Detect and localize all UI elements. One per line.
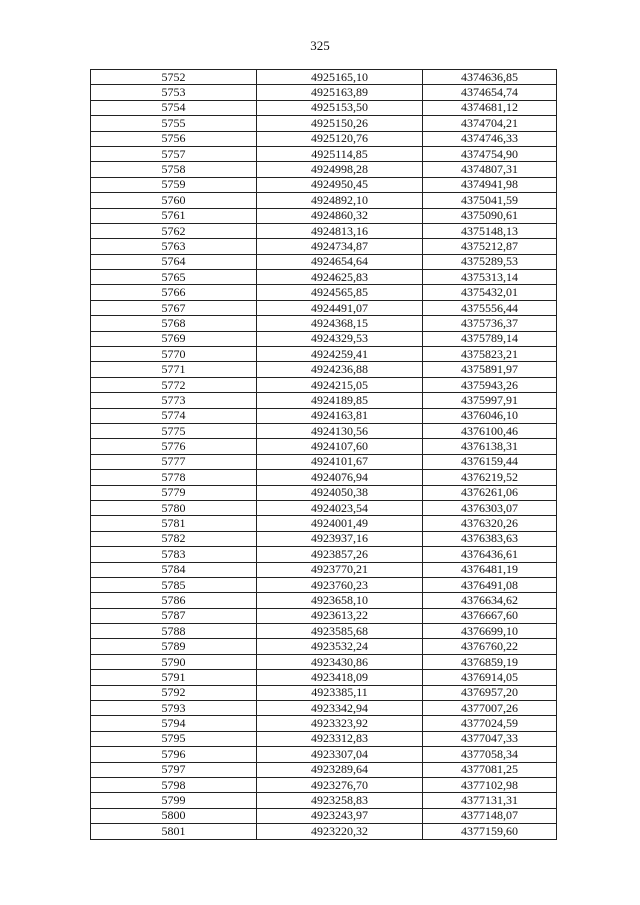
point-number-cell: 5764 (91, 254, 257, 269)
point-number-cell: 5796 (91, 747, 257, 762)
y-coordinate-cell: 4374941,98 (423, 177, 557, 192)
y-coordinate-cell: 4374681,12 (423, 100, 557, 115)
point-number-cell: 5788 (91, 624, 257, 639)
x-coordinate-cell: 4924368,15 (257, 316, 423, 331)
y-coordinate-cell: 4375041,59 (423, 193, 557, 208)
point-number-cell: 5782 (91, 531, 257, 546)
y-coordinate-cell: 4374704,21 (423, 116, 557, 131)
point-number-cell: 5797 (91, 762, 257, 777)
point-number-cell: 5757 (91, 146, 257, 161)
x-coordinate-cell: 4924101,67 (257, 454, 423, 469)
point-number-cell: 5793 (91, 701, 257, 716)
point-number-cell: 5758 (91, 162, 257, 177)
point-number-cell: 5760 (91, 193, 257, 208)
x-coordinate-cell: 4923289,64 (257, 762, 423, 777)
x-coordinate-cell: 4924329,53 (257, 331, 423, 346)
y-coordinate-cell: 4377131,31 (423, 793, 557, 808)
table-row (91, 608, 557, 623)
x-coordinate-cell: 4924813,16 (257, 223, 423, 238)
y-coordinate-cell: 4375891,97 (423, 362, 557, 377)
point-number-cell: 5776 (91, 439, 257, 454)
table-row (91, 485, 557, 500)
table-row (91, 131, 557, 146)
point-number-cell: 5754 (91, 100, 257, 115)
x-coordinate-cell: 4923258,83 (257, 793, 423, 808)
x-coordinate-cell: 4924625,83 (257, 270, 423, 285)
y-coordinate-cell: 4377081,25 (423, 762, 557, 777)
point-number-cell: 5798 (91, 777, 257, 792)
point-number-cell: 5763 (91, 239, 257, 254)
table-row (91, 223, 557, 238)
x-coordinate-cell: 4924860,32 (257, 208, 423, 223)
point-number-cell: 5777 (91, 454, 257, 469)
point-number-cell: 5771 (91, 362, 257, 377)
x-coordinate-cell: 4923307,04 (257, 747, 423, 762)
y-coordinate-cell: 4375313,14 (423, 270, 557, 285)
x-coordinate-cell: 4925165,10 (257, 70, 423, 85)
point-number-cell: 5801 (91, 824, 257, 839)
x-coordinate-cell: 4924259,41 (257, 347, 423, 362)
x-coordinate-cell: 4924565,85 (257, 285, 423, 300)
table-row (91, 701, 557, 716)
point-number-cell: 5770 (91, 347, 257, 362)
point-number-cell: 5774 (91, 408, 257, 423)
y-coordinate-cell: 4376481,19 (423, 562, 557, 577)
point-number-cell: 5778 (91, 470, 257, 485)
x-coordinate-cell: 4925114,85 (257, 146, 423, 161)
point-number-cell: 5762 (91, 223, 257, 238)
y-coordinate-cell: 4375823,21 (423, 347, 557, 362)
y-coordinate-cell: 4376914,05 (423, 670, 557, 685)
table-row (91, 516, 557, 531)
x-coordinate-cell: 4924236,88 (257, 362, 423, 377)
point-number-cell: 5761 (91, 208, 257, 223)
x-coordinate-cell: 4924215,05 (257, 377, 423, 392)
y-coordinate-cell: 4376138,31 (423, 439, 557, 454)
table-row (91, 239, 557, 254)
x-coordinate-cell: 4923532,24 (257, 639, 423, 654)
table-row (91, 177, 557, 192)
x-coordinate-cell: 4923312,83 (257, 731, 423, 746)
x-coordinate-cell: 4923658,10 (257, 593, 423, 608)
table-row (91, 347, 557, 362)
point-number-cell: 5779 (91, 485, 257, 500)
table-row (91, 562, 557, 577)
x-coordinate-cell: 4923323,92 (257, 716, 423, 731)
y-coordinate-cell: 4376219,52 (423, 470, 557, 485)
y-coordinate-cell: 4376100,46 (423, 423, 557, 438)
x-coordinate-cell: 4923385,11 (257, 685, 423, 700)
x-coordinate-cell: 4925150,26 (257, 116, 423, 131)
y-coordinate-cell: 4374746,33 (423, 131, 557, 146)
y-coordinate-cell: 4374754,90 (423, 146, 557, 161)
table-row (91, 439, 557, 454)
table-row (91, 454, 557, 469)
table-row (91, 423, 557, 438)
y-coordinate-cell: 4375090,61 (423, 208, 557, 223)
point-number-cell: 5780 (91, 500, 257, 515)
y-coordinate-cell: 4376859,19 (423, 654, 557, 669)
x-coordinate-cell: 4923760,23 (257, 577, 423, 592)
x-coordinate-cell: 4924189,85 (257, 393, 423, 408)
y-coordinate-cell: 4376320,26 (423, 516, 557, 531)
y-coordinate-cell: 4375556,44 (423, 300, 557, 315)
point-number-cell: 5781 (91, 516, 257, 531)
y-coordinate-cell: 4377047,33 (423, 731, 557, 746)
table-row (91, 146, 557, 161)
point-number-cell: 5789 (91, 639, 257, 654)
y-coordinate-cell: 4376957,20 (423, 685, 557, 700)
table-row (91, 531, 557, 546)
point-number-cell: 5783 (91, 547, 257, 562)
x-coordinate-cell: 4923243,97 (257, 808, 423, 823)
x-coordinate-cell: 4923857,26 (257, 547, 423, 562)
table-row (91, 762, 557, 777)
point-number-cell: 5794 (91, 716, 257, 731)
x-coordinate-cell: 4924050,38 (257, 485, 423, 500)
coordinates-table-body (91, 70, 557, 840)
table-row (91, 208, 557, 223)
x-coordinate-cell: 4923770,21 (257, 562, 423, 577)
y-coordinate-cell: 4377159,60 (423, 824, 557, 839)
y-coordinate-cell: 4377102,98 (423, 777, 557, 792)
x-coordinate-cell: 4923585,68 (257, 624, 423, 639)
y-coordinate-cell: 4376760,22 (423, 639, 557, 654)
point-number-cell: 5756 (91, 131, 257, 146)
point-number-cell: 5759 (91, 177, 257, 192)
y-coordinate-cell: 4376699,10 (423, 624, 557, 639)
point-number-cell: 5767 (91, 300, 257, 315)
table-row (91, 624, 557, 639)
y-coordinate-cell: 4376667,60 (423, 608, 557, 623)
table-row (91, 824, 557, 839)
table-row (91, 85, 557, 100)
table-row (91, 254, 557, 269)
x-coordinate-cell: 4924107,60 (257, 439, 423, 454)
y-coordinate-cell: 4377007,26 (423, 701, 557, 716)
point-number-cell: 5765 (91, 270, 257, 285)
x-coordinate-cell: 4925153,50 (257, 100, 423, 115)
table-row (91, 162, 557, 177)
y-coordinate-cell: 4377058,34 (423, 747, 557, 762)
point-number-cell: 5786 (91, 593, 257, 608)
table-row (91, 500, 557, 515)
point-number-cell: 5752 (91, 70, 257, 85)
x-coordinate-cell: 4923276,70 (257, 777, 423, 792)
y-coordinate-cell: 4375943,26 (423, 377, 557, 392)
x-coordinate-cell: 4924163,81 (257, 408, 423, 423)
point-number-cell: 5787 (91, 608, 257, 623)
y-coordinate-cell: 4375432,01 (423, 285, 557, 300)
x-coordinate-cell: 4923613,22 (257, 608, 423, 623)
y-coordinate-cell: 4376383,63 (423, 531, 557, 546)
point-number-cell: 5790 (91, 654, 257, 669)
point-number-cell: 5753 (91, 85, 257, 100)
y-coordinate-cell: 4375148,13 (423, 223, 557, 238)
y-coordinate-cell: 4376436,61 (423, 547, 557, 562)
point-number-cell: 5772 (91, 377, 257, 392)
table-row (91, 100, 557, 115)
point-number-cell: 5800 (91, 808, 257, 823)
table-row (91, 547, 557, 562)
y-coordinate-cell: 4376634,62 (423, 593, 557, 608)
point-number-cell: 5799 (91, 793, 257, 808)
table-row (91, 70, 557, 85)
page-number: 325 (310, 38, 330, 53)
table-row (91, 285, 557, 300)
table-row (91, 670, 557, 685)
y-coordinate-cell: 4375997,91 (423, 393, 557, 408)
x-coordinate-cell: 4924734,87 (257, 239, 423, 254)
point-number-cell: 5785 (91, 577, 257, 592)
x-coordinate-cell: 4924130,56 (257, 423, 423, 438)
table-row (91, 116, 557, 131)
table-row (91, 193, 557, 208)
point-number-cell: 5775 (91, 423, 257, 438)
y-coordinate-cell: 4375789,14 (423, 331, 557, 346)
x-coordinate-cell: 4923418,09 (257, 670, 423, 685)
table-row (91, 639, 557, 654)
y-coordinate-cell: 4377148,07 (423, 808, 557, 823)
point-number-cell: 5784 (91, 562, 257, 577)
table-row (91, 593, 557, 608)
x-coordinate-cell: 4923220,32 (257, 824, 423, 839)
y-coordinate-cell: 4375212,87 (423, 239, 557, 254)
x-coordinate-cell: 4925120,76 (257, 131, 423, 146)
table-row (91, 747, 557, 762)
x-coordinate-cell: 4924950,45 (257, 177, 423, 192)
table-row (91, 300, 557, 315)
point-number-cell: 5769 (91, 331, 257, 346)
x-coordinate-cell: 4924023,54 (257, 500, 423, 515)
x-coordinate-cell: 4923937,16 (257, 531, 423, 546)
table-row (91, 393, 557, 408)
y-coordinate-cell: 4374654,74 (423, 85, 557, 100)
table-row (91, 331, 557, 346)
table-row (91, 685, 557, 700)
x-coordinate-cell: 4925163,89 (257, 85, 423, 100)
table-row (91, 408, 557, 423)
table-row (91, 377, 557, 392)
x-coordinate-cell: 4924998,28 (257, 162, 423, 177)
coordinates-table (90, 69, 557, 840)
x-coordinate-cell: 4923342,94 (257, 701, 423, 716)
x-coordinate-cell: 4924076,94 (257, 470, 423, 485)
point-number-cell: 5791 (91, 670, 257, 685)
table-row (91, 316, 557, 331)
table-row (91, 793, 557, 808)
x-coordinate-cell: 4924491,07 (257, 300, 423, 315)
y-coordinate-cell: 4374807,31 (423, 162, 557, 177)
table-row (91, 731, 557, 746)
x-coordinate-cell: 4924654,64 (257, 254, 423, 269)
point-number-cell: 5768 (91, 316, 257, 331)
x-coordinate-cell: 4924892,10 (257, 193, 423, 208)
y-coordinate-cell: 4376491,08 (423, 577, 557, 592)
table-row (91, 654, 557, 669)
table-row (91, 270, 557, 285)
y-coordinate-cell: 4376046,10 (423, 408, 557, 423)
y-coordinate-cell: 4376159,44 (423, 454, 557, 469)
table-row (91, 577, 557, 592)
point-number-cell: 5795 (91, 731, 257, 746)
y-coordinate-cell: 4374636,85 (423, 70, 557, 85)
y-coordinate-cell: 4375736,37 (423, 316, 557, 331)
x-coordinate-cell: 4924001,49 (257, 516, 423, 531)
point-number-cell: 5755 (91, 116, 257, 131)
table-row (91, 362, 557, 377)
table-row (91, 716, 557, 731)
y-coordinate-cell: 4376261,06 (423, 485, 557, 500)
point-number-cell: 5792 (91, 685, 257, 700)
point-number-cell: 5766 (91, 285, 257, 300)
y-coordinate-cell: 4377024,59 (423, 716, 557, 731)
y-coordinate-cell: 4376303,07 (423, 500, 557, 515)
x-coordinate-cell: 4923430,86 (257, 654, 423, 669)
table-row (91, 808, 557, 823)
table-row (91, 777, 557, 792)
y-coordinate-cell: 4375289,53 (423, 254, 557, 269)
point-number-cell: 5773 (91, 393, 257, 408)
table-row (91, 470, 557, 485)
